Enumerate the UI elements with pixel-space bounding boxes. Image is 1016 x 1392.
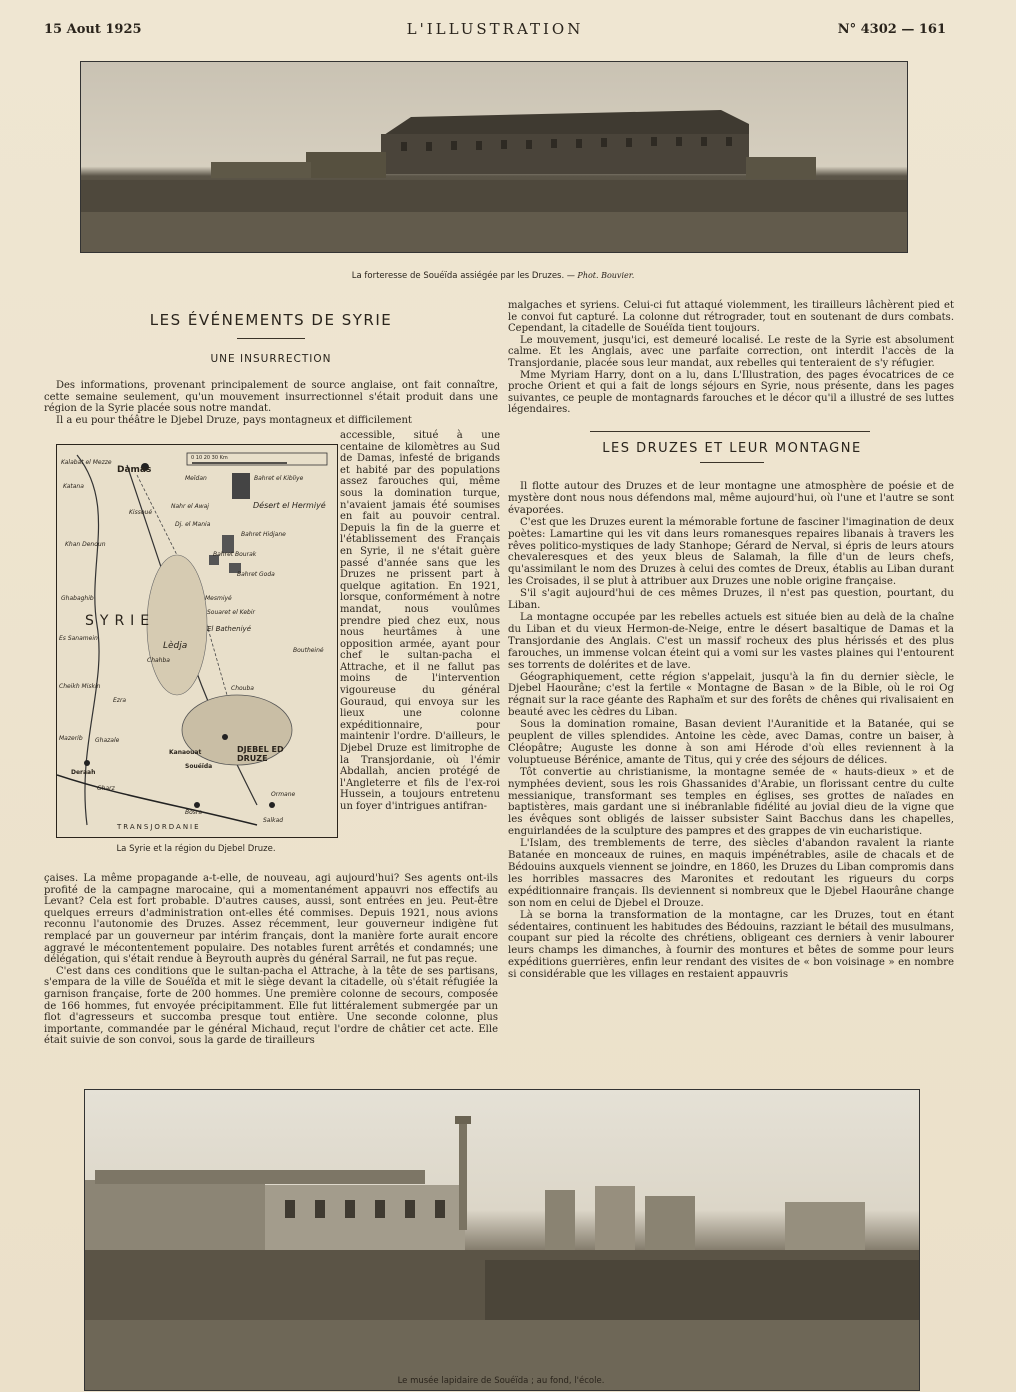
fortress-caption-text: La forteresse de Souéïda assiégée par les Druzes. bbox=[351, 271, 565, 281]
map-label: Cheikh Miskin bbox=[59, 683, 101, 690]
article-beside-map bbox=[340, 430, 500, 813]
map-scale: 0 10 20 30 Km bbox=[191, 455, 228, 461]
section-title: LES DRUZES ET LEUR MONTAGNE bbox=[602, 441, 862, 456]
map-label: Dj. el Mania bbox=[175, 521, 211, 528]
map-label: Lèdja bbox=[163, 641, 188, 651]
paragraph: Il flotte autour des Druzes et de leur montagne une atmosphère de poésie et de mystère dont nous nous défendons mal, même aujourd'hui, où l'une et l'autre se sont évaporées. bbox=[508, 481, 954, 516]
map-label: Katana bbox=[63, 483, 84, 490]
paragraph: Là se borna la transformation de la montagne, car les Druzes, tout en étant sédentaires, continuent les habitudes des Bédouins, razziant le bétail des musulmans, coupant sur pied la récolte des chrétiens, obligeant ces derniers à venir labourer leurs champs les dimanches, à fournir des montures et bêtes de somme pour leurs expéditions guerrières, enfin leur rendant des visites de « bon voisinage » en nombre si considérable que les villages en restaient appauvris bbox=[508, 909, 954, 981]
map-label: Bosra bbox=[185, 809, 203, 816]
paragraph: malgaches et syriens. Celui-ci fut attaqué violemment, les tirailleurs lâchèrent pied et le convoi fut capturé. La colonne dut rétrograder, tout en soutenant de durs combats. Cependant, la citadelle de Souéïda tient toujours. bbox=[508, 300, 954, 335]
museum-illustration bbox=[85, 1090, 919, 1390]
map-label: Bahret el Kibliye bbox=[254, 475, 304, 482]
section-rule-bottom bbox=[700, 462, 764, 463]
paragraph: Le mouvement, jusqu'ici, est demeuré localisé. Le reste de la Syrie est absolument calme. Et les Anglais, avec une parfaite correction, ont interdit l'accès de la Transjordanie, placée sous leur mandat, aux rebelles qui tenteraient de s'y réfugier. bbox=[508, 334, 954, 369]
issue-date: 15 Aout 1925 bbox=[44, 22, 142, 37]
map-label: Bahret Hidjane bbox=[241, 531, 286, 538]
map-figure bbox=[56, 444, 338, 838]
map-label: Chahba bbox=[147, 657, 170, 664]
map-label: Boutheiné bbox=[293, 647, 324, 654]
map-label: Souéïda bbox=[185, 763, 213, 770]
map-label: Nahr el Awaj bbox=[171, 503, 209, 510]
map-label: Désert el Hermiyé bbox=[253, 501, 326, 510]
map-label: Ormane bbox=[271, 791, 296, 798]
paragraph: C'est que les Druzes eurent la mémorable fortune de fasciner l'imagination de deux poètes: Lamartine qui les vit dans leurs romanesques repaires libanais à travers les rêves politico-mystiques de lady Stanhope; Gérard de Nerval, si épris de leurs atours chevaleresques et des yeux bleus de Salamah, la fille d'un de leurs chefs, qu'assimilant le nom des Druzes à celui des comtes de Dreux, établis au Liban durant les Croisades, il se plut à attribuer aux Druzes une noble origine française. bbox=[508, 516, 954, 588]
map-label: Ghabaghib bbox=[61, 595, 94, 602]
paragraph: L'Islam, des tremblements de terre, des siècles d'abandon ravalent la riante Batanée en monceaux de ruines, en maquis impénétrables, asile de chacals et de Bédouins auxquels viennent se joindre, en 1860, les Druzes du Liban compromis dans les horribles massacres des Maronites et redoutant les rigueurs du corps expéditionnaire français. Ils deviennent si nombreux que le Djebel Haourâne change son nom en celui de Djebel el Drouze. bbox=[508, 838, 954, 909]
map-label: Kanaouat bbox=[169, 749, 202, 756]
page-header bbox=[44, 20, 946, 42]
paragraph: S'il s'agit aujourd'hui de ces mêmes Druzes, il n'est pas question, pourtant, du Liban. bbox=[508, 588, 954, 612]
map-label: Gharz bbox=[97, 785, 115, 792]
fortress-caption bbox=[80, 271, 906, 281]
map-label: Khan Denoun bbox=[65, 541, 106, 548]
map-caption: La Syrie et la région du Djebel Druze. bbox=[116, 844, 276, 854]
map-label: Meïdan bbox=[185, 475, 207, 482]
paragraph: Il a eu pour théâtre le Djebel Druze, pays montagneux et difficilement bbox=[56, 414, 412, 426]
fortress-photo bbox=[80, 61, 908, 253]
section-rule-top bbox=[590, 431, 870, 432]
paragraph: Mme Myriam Harry, dont on a lu, dans L'Illustration, des pages évocatrices de ce proche Orient et qui a fait de longs séjours en Syrie, nous présente, dans les pages suivantes, ce peuple de montagnards farouches et le décor qu'il a illustré de ses luttes légendaires. bbox=[508, 369, 954, 416]
article-intro bbox=[44, 380, 498, 426]
paragraph: accessible, situé à une centaine de kilomètres au Sud de Damas, infesté de brigands et habité par des populations assez farouches qui, même sous la domination turque, n'avaient jamais été soumises en fait au pouvoir central. Depuis la fin de la guerre et l'établissement des Français en Syrie, il ne s'était guère passé d'année sans que les Druzes ne prissent part à quelque agitation. En 1921, lorsque, conformément à notre mandat, nous voulûmes prendre pied chez eux, nous nous heurtâmes à une opposition armée, ayant pour chef le sultan-pacha el Attrache, et il ne fallut pas moins de l'intervention vigoureuse du général Gouraud, qui envoya sur les lieux une colonne expéditionnaire, pour maintenir l'ordre. D'ailleurs, le Djebel Druze est limitrophe de la Transjordanie, où l'émir Abdallah, ancien protégé de l'Angleterre et fils de l'ex-roi Hussein, a toujours entretenu un foyer d'intrigues antifran- bbox=[340, 430, 500, 812]
page-number: N° 4302 — 161 bbox=[837, 22, 946, 37]
photo-credit: — Phot. Bouvier. bbox=[566, 271, 635, 280]
museum-caption: Le musée lapidaire de Souéïda ; au fond, l'école. bbox=[397, 1376, 605, 1386]
map-label: Ghazale bbox=[95, 737, 120, 744]
paragraph: Tôt convertie au christianisme, la montagne semée de « hauts-dieux » et de nymphées devient, sous les rois Ghassanides d'Arabie, un florissant centre du culte messianique, transformant ses temples en églises, ses grottes de naïades en baptistères, mais gardant une si inébranlable fidélité au jovial dieu de la vigne que les évêques sont obligés de laisser subsister Saint Bacchus dans les chapelles, enguirlandées de la sculpture des pampres et des grappes de vin eucharistique. bbox=[508, 766, 954, 838]
map-label: Damas bbox=[117, 465, 152, 475]
map-label: Bahret Goda bbox=[237, 571, 275, 578]
paragraph: Géographiquement, cette région s'appelait, jusqu'à la fin du dernier siècle, le Djebel Haourâne; c'est la fertile « Montagne de Basan » de la Bible, où le roi Og régnait sur la race géante des Raphaïm et sur des forêts de chênes qui rivalisaient en beauté avec les cèdres du Liban. bbox=[508, 671, 954, 719]
map-label: Mesmiyé bbox=[205, 595, 232, 602]
paragraph: Des informations, provenant principalement de source anglaise, ont fait connaître, cette semaine seulement, qu'un mouvement insurrectionnel s'était produit dans une région de la Syrie placée sous notre mandat. bbox=[44, 380, 498, 415]
paragraph: C'est dans ces conditions que le sultan-pacha el Attrache, à la tête de ses partisans, s'empara de la ville de Souéïda et mit le siège devant la citadelle, où s'était réfugiée la garnison française, forte de 200 hommes. Une première colonne de secours, composée de 166 hommes, fut envoyée précipitamment. Elle fut littéralement submergée par un flot d'agresseurs et succomba presque tout entière. Une seconde colonne, plus importante, commandée par le général Michaud, reçut l'ordre de châtier cet acte. Elle était suivie de son convoi, sous la garde de tirailleurs bbox=[44, 965, 498, 1047]
map-label: SYRIE bbox=[85, 613, 156, 629]
map-label: Mazerib bbox=[59, 735, 83, 742]
map-label: Chouba bbox=[231, 685, 254, 692]
article-right-top bbox=[508, 300, 954, 416]
map-label: Ezra bbox=[113, 697, 127, 704]
paragraph: La montagne occupée par les rebelles actuels est située bien au delà de la chaîne du Liban et du vieux Hermon-de-Neige, entre le désert basaltique de Damas et la Transjordanie des Anglais. C'est un massif rocheux des plus hérissés et des plus farouches, un immense volcan éteint qui a vomi sur les vastes plaines qui l'entourent ses torrents de dolérites et de lave. bbox=[508, 611, 954, 671]
article-subtitle: UNE INSURRECTION bbox=[210, 353, 332, 365]
map-label: Es Sanamein bbox=[59, 635, 98, 642]
paragraph: Sous la domination romaine, Basan devient l'Auranitide et la Batanée, qui se peuplent de villes splendides. Antoine les cède, avec Damas, contre un baiser, à Cléopâtre; Auguste les donne à son ami Hérode d'où elles reviennent à la voluptueuse Bérénice, amante de Titus, qui y crée des séjours de délices. bbox=[508, 719, 954, 766]
article-title: LES ÉVÉNEMENTS DE SYRIE bbox=[149, 311, 393, 329]
map-label: DJEBEL ED DRUZE bbox=[237, 745, 284, 763]
fortress-illustration bbox=[81, 62, 907, 252]
map-label: TRANSJORDANIE bbox=[117, 823, 201, 831]
map-label: Souaret el Kebir bbox=[207, 609, 255, 616]
journal-title: L'ILLUSTRATION bbox=[406, 20, 584, 38]
paragraph: çaises. La même propagande a-t-elle, de nouveau, agi aujourd'hui? Ses agents ont-ils profité de la campagne marocaine, qui a momentanément appauvri nos effectifs au Levant? Cela est fort probable. D'autres causes, aussi, sont entrées en jeu. Peut-être quelques erreurs d'administration ont-elles été commises. Depuis 1921, nous avions reconnu l'autonomie des Druzes. Assez récemment, leur gouverneur indigène fut remplacé par un gouverneur par intérim français, dont la manière forte aurait encore aggravé le mécontentement populaire. Des notables furent arrêtés et condamnés; une délégation, qui s'était rendue à Beyrouth auprès du général Sarrail, ne fut pas reçue. bbox=[44, 873, 498, 966]
map-label: Bahret Bourak bbox=[213, 551, 257, 558]
map-label: Salkad bbox=[263, 817, 284, 824]
article-druzes bbox=[508, 481, 954, 981]
museum-photo bbox=[84, 1089, 920, 1391]
article-continued bbox=[44, 873, 498, 1047]
map-label: El Batheniyé bbox=[207, 625, 252, 633]
map-label: Kissoué bbox=[129, 509, 153, 516]
title-rule bbox=[237, 338, 305, 339]
map-label: Deraah bbox=[71, 769, 96, 776]
map-label: Kalabat el Mezze bbox=[61, 459, 112, 466]
